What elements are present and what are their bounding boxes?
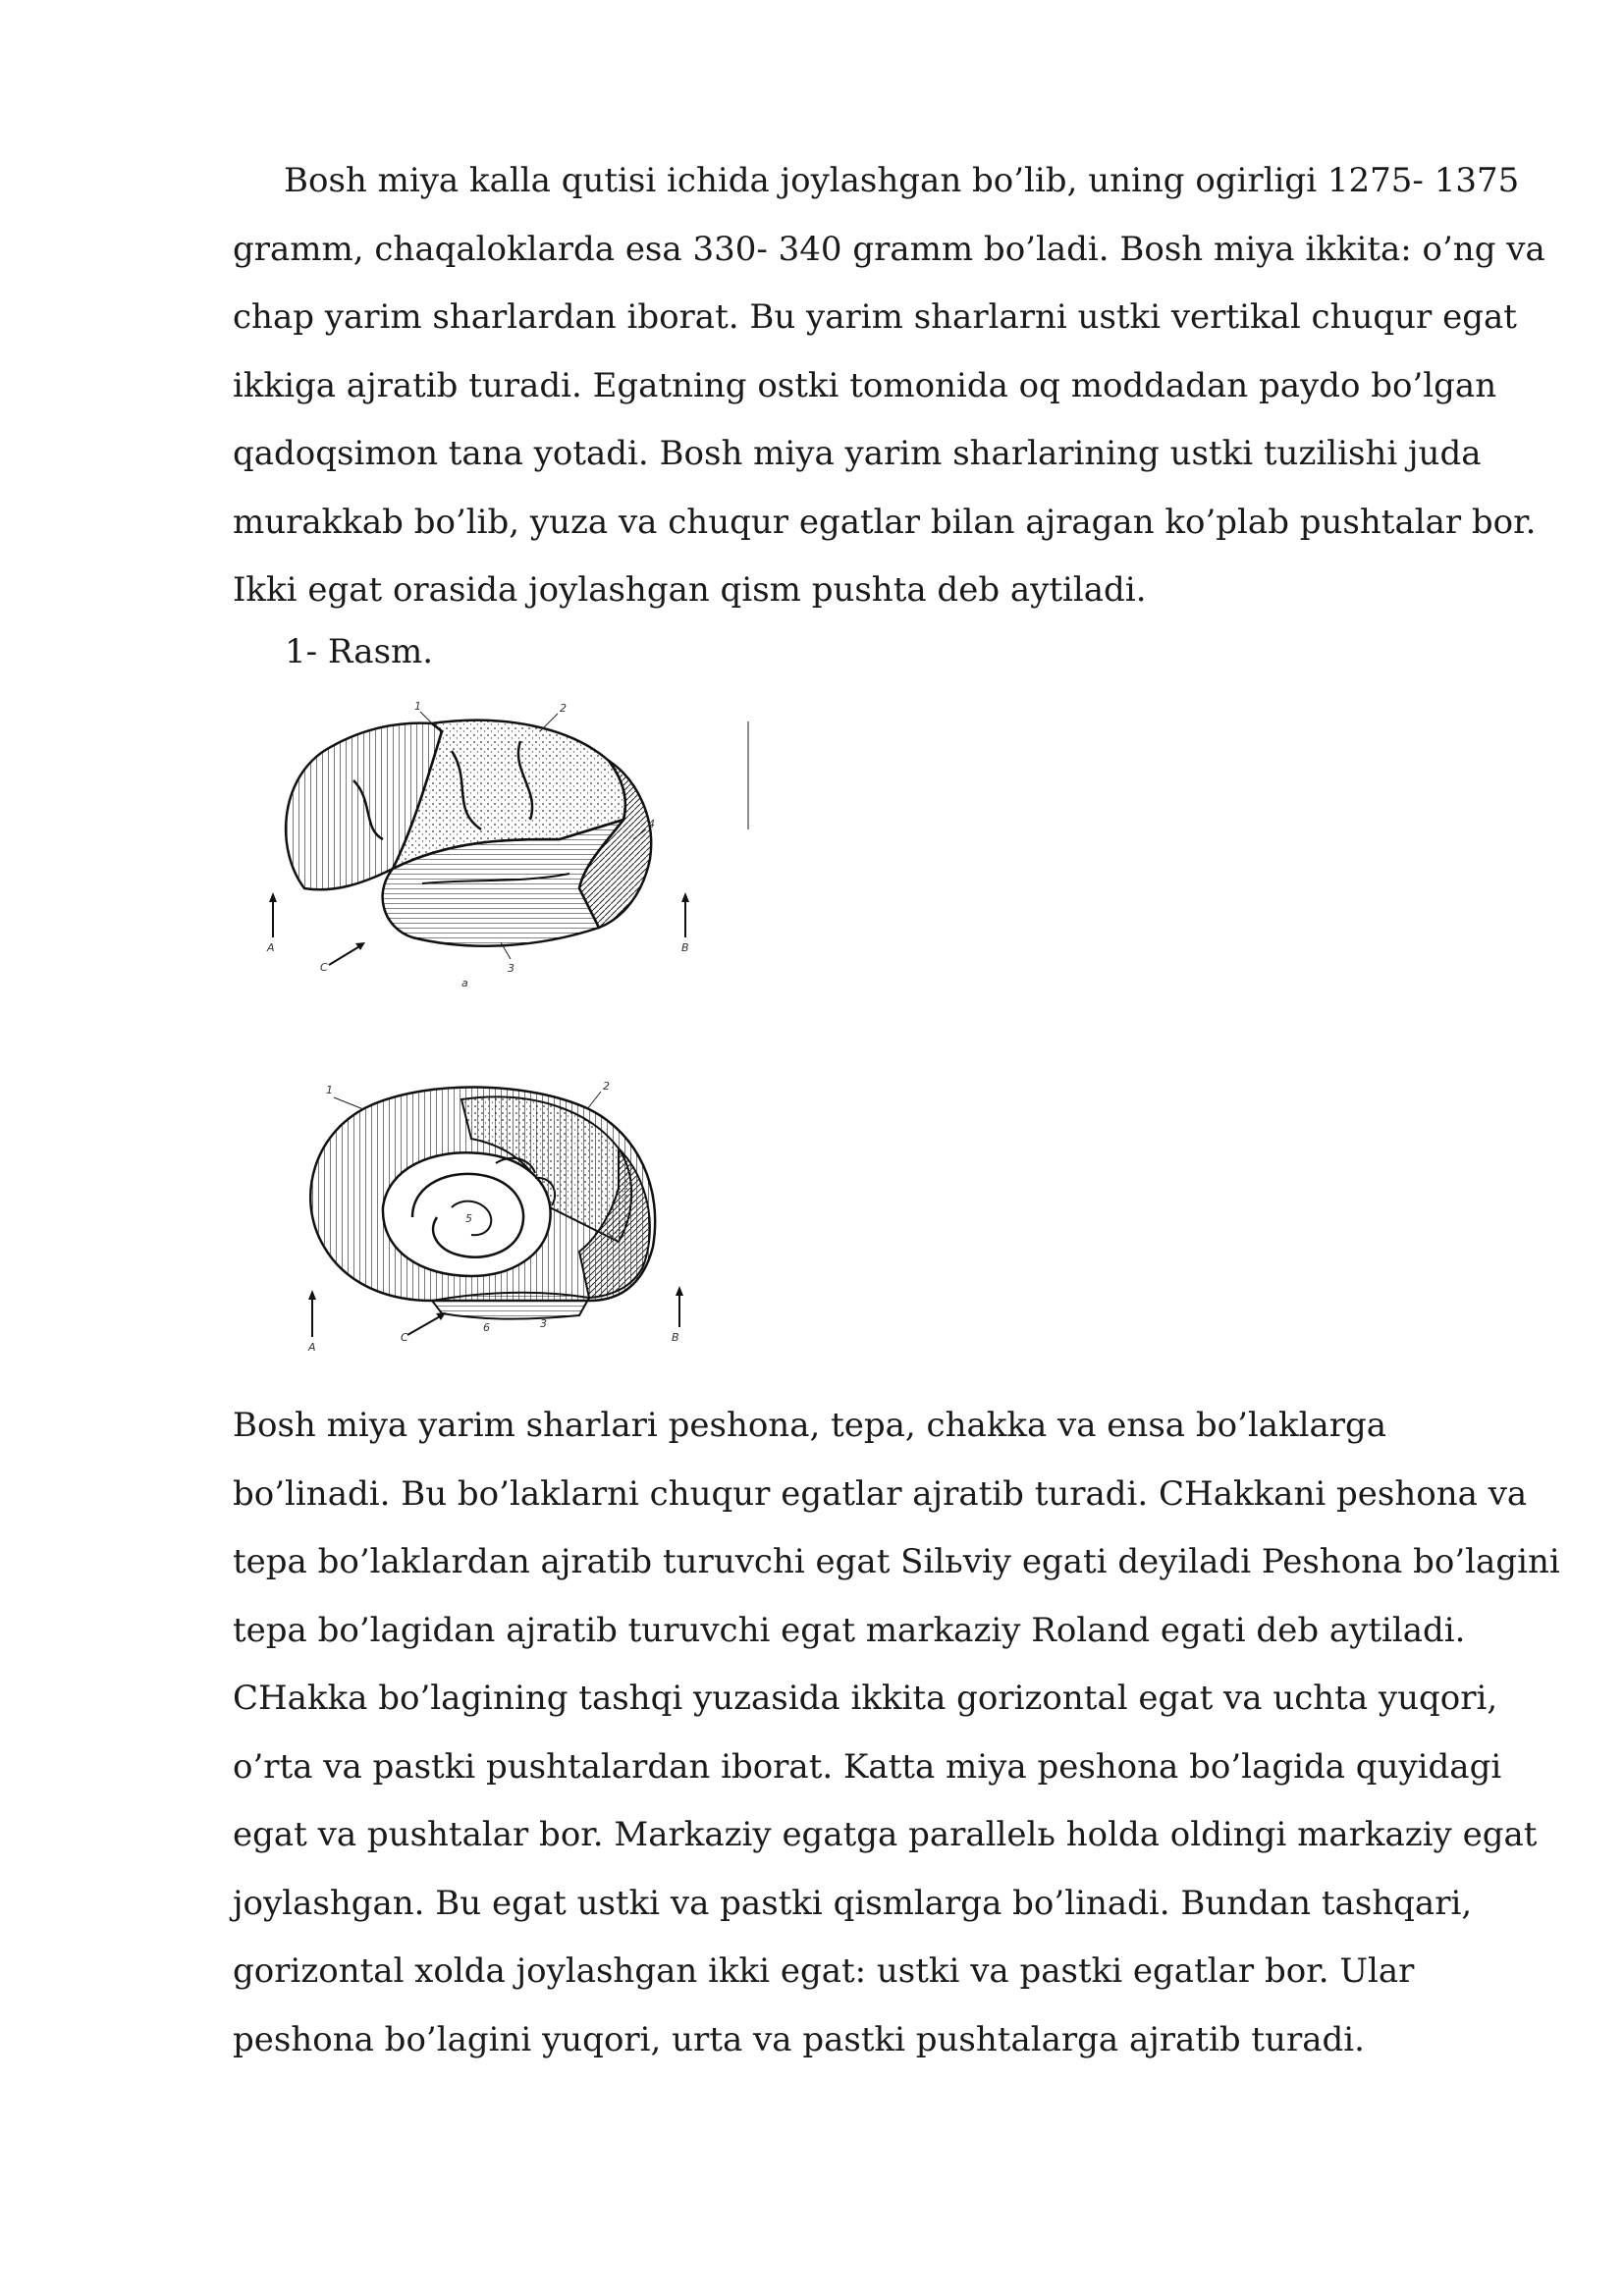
paragraph-lobes — [233, 1392, 1560, 2074]
text-line: Ikki egat orasida joylashgan qism pushta deb aytiladi. — [233, 570, 1147, 610]
label-a: A — [308, 1341, 316, 1354]
label-1: 1 — [414, 700, 421, 713]
text-line: ikkiga ajratib turadi. Egatning ostki tomonida oq moddadan paydo bo’lgan — [233, 365, 1497, 405]
label-b: B — [681, 941, 689, 954]
label-c: C — [401, 1331, 408, 1344]
text-line: tepa bo’laklardan ajratib turuvchi egat Silьviy egati deyiladi Peshona bo’lagini — [233, 1542, 1560, 1581]
label-c: C — [320, 961, 328, 974]
text-line: tepa bo’lagidan ajratib turuvchi egat markaziy Roland egati deb aytiladi. — [233, 1610, 1466, 1650]
paragraph-intro — [233, 147, 1545, 625]
label-5: 5 — [465, 1212, 472, 1225]
label-3: 3 — [508, 962, 514, 975]
label-2: 2 — [603, 1080, 610, 1093]
text-line: qadoqsimon tana yotadi. Bosh miya yarim sharlarining ustki tuzilishi juda — [233, 434, 1482, 473]
label-a-upper: A — [267, 941, 275, 954]
text-line: peshona bo’lagini yuqori, urta va pastki pushtalarga ajratib turadi. — [233, 2019, 1365, 2059]
text-line: egat va pushtalar bor. Markaziy egatga parallelь holda oldingi markaziy egat — [233, 1815, 1538, 1854]
text-line: joylashgan. Bu egat ustki va pastki qismlarga bo’linadi. Bundan tashqari, — [233, 1883, 1473, 1923]
label-4: 4 — [648, 818, 655, 830]
text-line: bo’linadi. Bu bo’laklarni chuqur egatlar ajratib turadi. CHakkani peshona va — [233, 1473, 1528, 1514]
text-line: o’rta va pastki pushtalardan iborat. Katta miya peshona bo’lagida quyidagi — [233, 1746, 1502, 1787]
brain-lateral-figure — [245, 692, 756, 996]
label-6: 6 — [483, 1321, 490, 1334]
label-lambda: λ — [607, 1232, 614, 1245]
label-2: 2 — [560, 702, 567, 715]
text-line: Bosh miya kalla qutisi ichida joylashgan bo’lib, uning ogirligi 1275- 1375 — [284, 161, 1520, 200]
figure-caption: 1- Rasm. — [285, 632, 434, 671]
label-1: 1 — [326, 1084, 333, 1096]
label-a-lower: a — [461, 977, 468, 989]
label-b: B — [672, 1331, 679, 1344]
text-line: gorizontal xolda joylashgan ikki egat: ustki va pastki egatlar bor. Ular — [233, 1951, 1415, 1991]
label-3: 3 — [540, 1317, 547, 1330]
text-line: CHakka bo’lagining tashqi yuzasida ikkita gorizontal egat va uchta yuqori, — [233, 1679, 1498, 1718]
text-line: murakkab bo’lib, yuza va chuqur egatlar bilan ajragan ko’plab pushtalar bor. — [233, 502, 1537, 542]
text-line: Bosh miya yarim sharlari peshona, tepa, chakka va ensa bo’laklarga — [233, 1406, 1387, 1445]
text-line: gramm, chaqaloklarda esa 330- 340 gramm bo’ladi. Bosh miya ikkita: o’ng va — [233, 229, 1545, 269]
brain-medial-figure — [295, 1070, 707, 1355]
text-line: chap yarim sharlardan iborat. Bu yarim sharlarni ustki vertikal chuqur egat — [233, 297, 1517, 337]
